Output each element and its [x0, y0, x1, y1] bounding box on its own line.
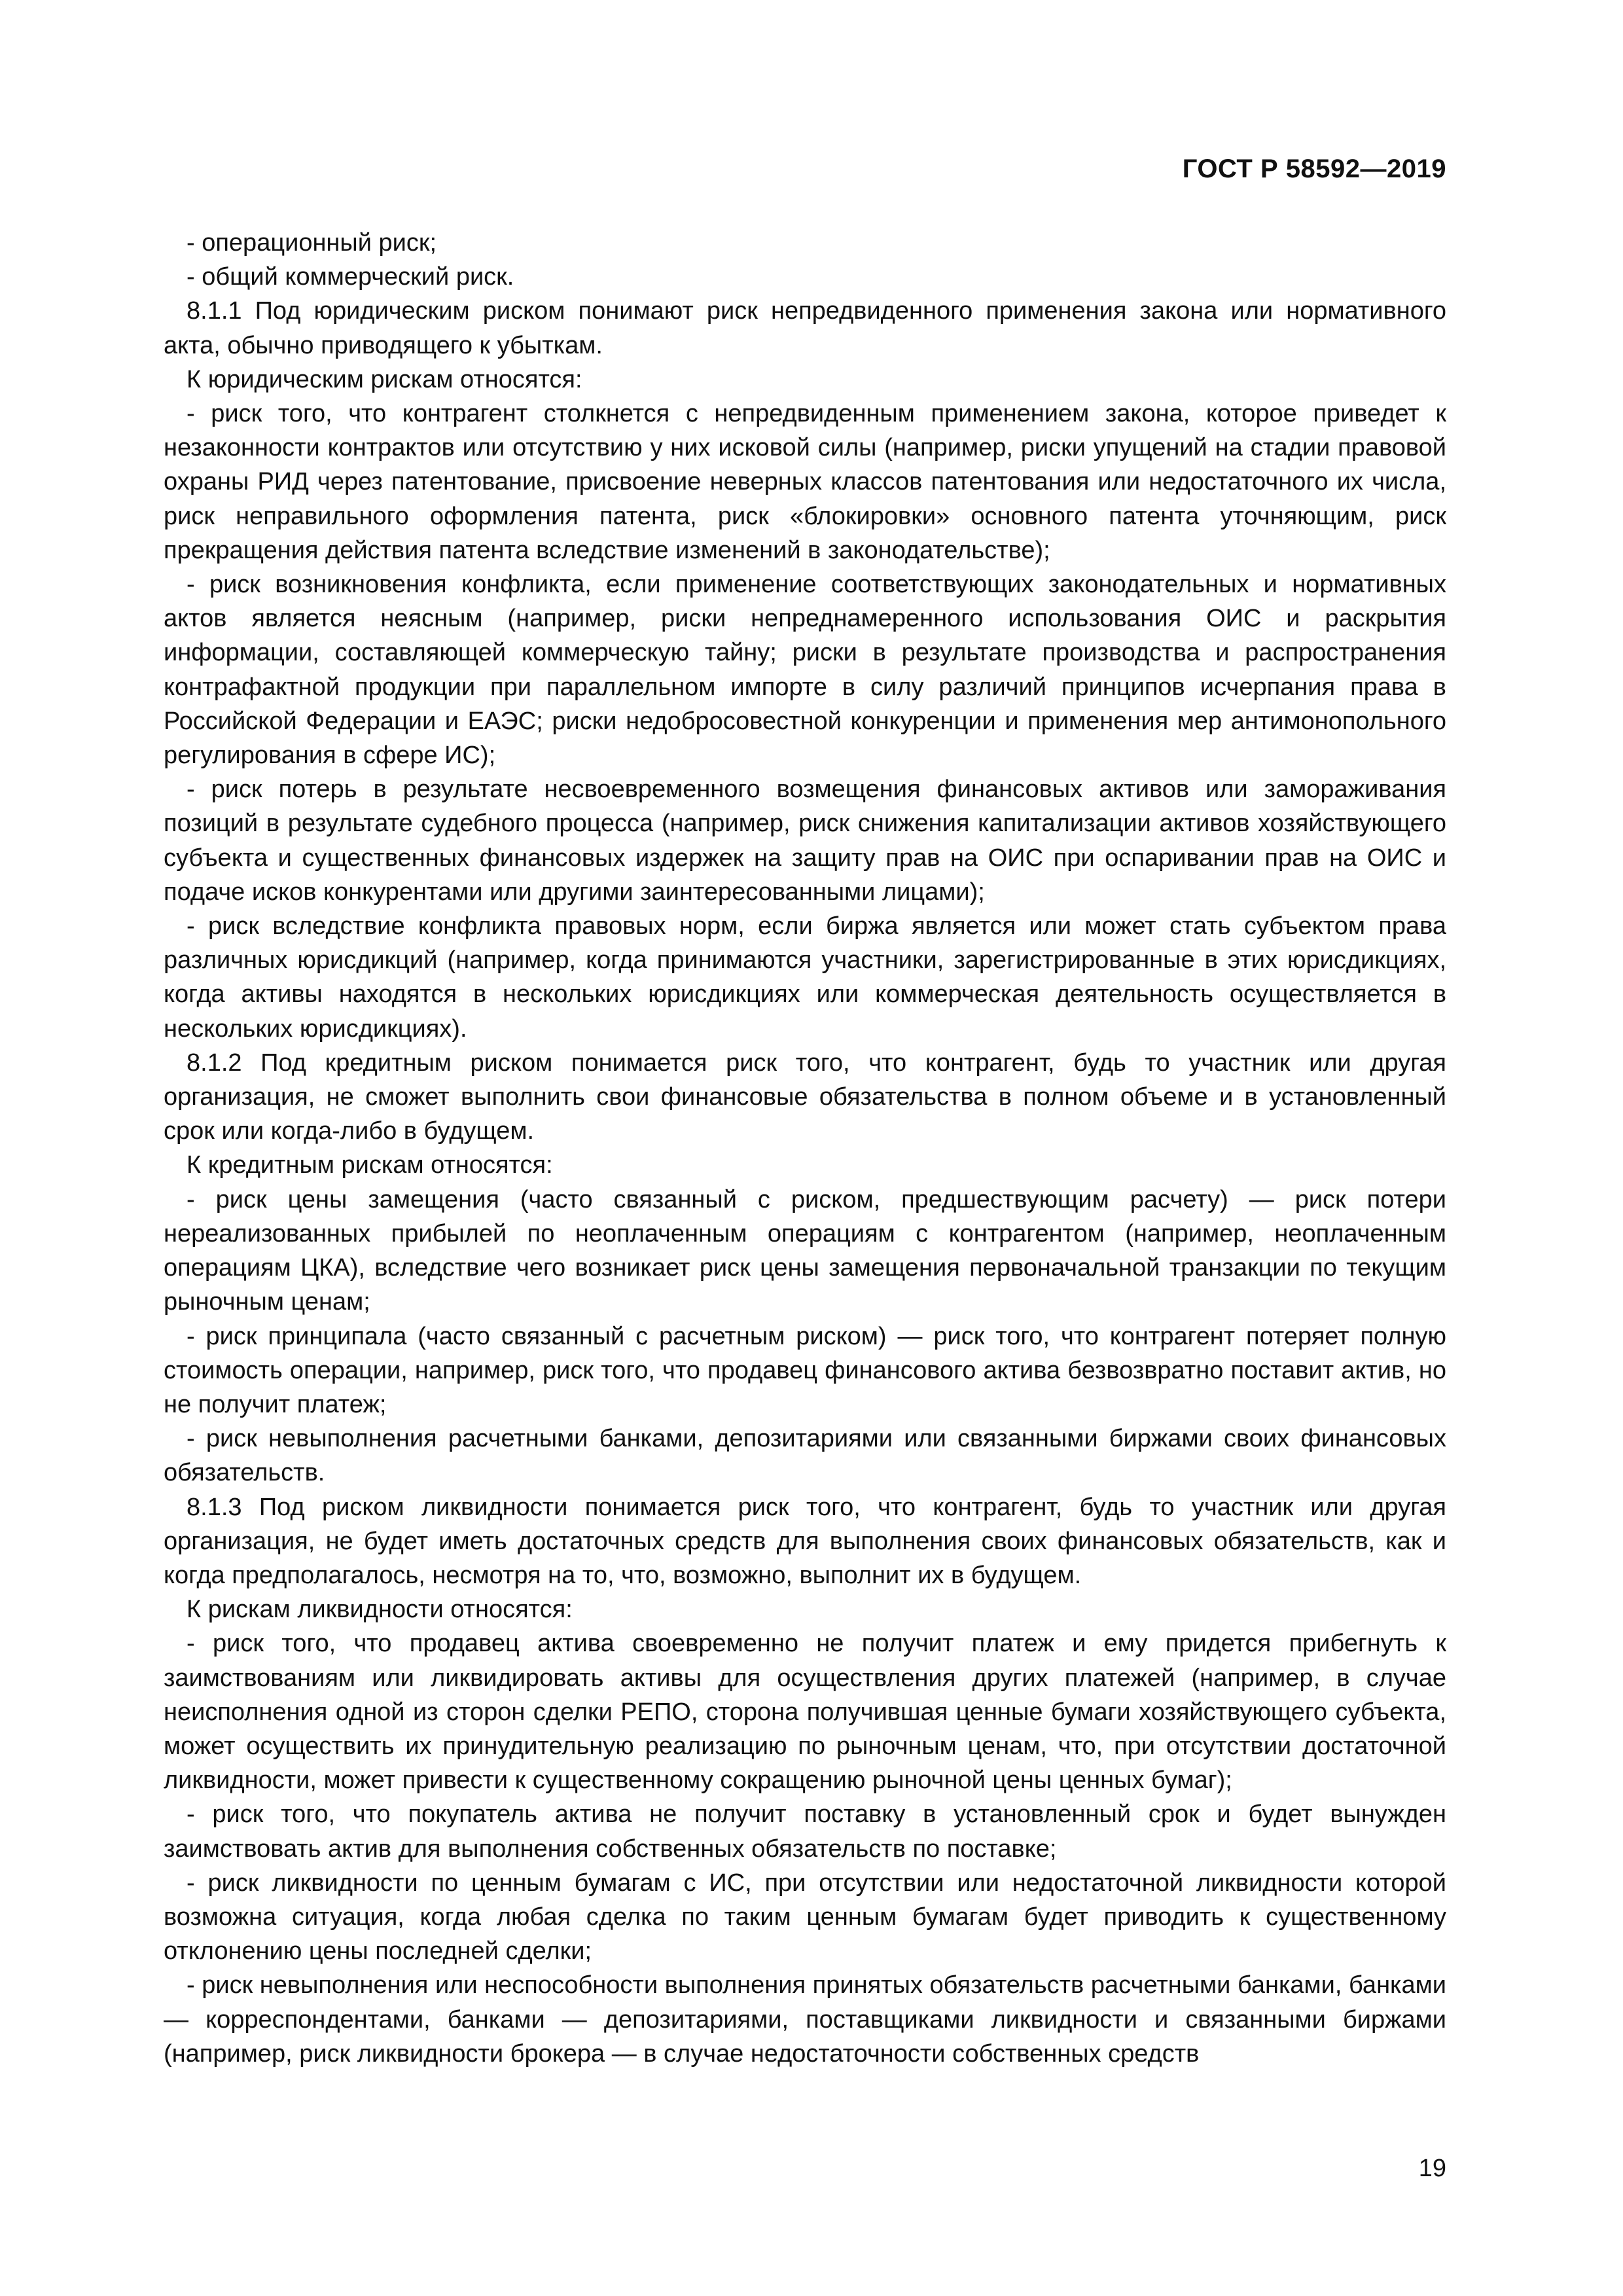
paragraph: - операционный риск;: [187, 229, 437, 257]
document-id-header: ГОСТ Р 58592—2019: [1182, 154, 1446, 183]
paragraph: - риск того, что продавец актива своевременно не получит платеж и ему придется прибегнуть к заимствованиям или ликвидировать активы для осуществления других платежей (например, в случае неисполнения одной из сторон сделки РЕПО, сторона получившая ценные бумаги хозяйствующего субъекта, может осуществить их принудительную реализацию по рыночным ценам, что, при отсутствии достаточной ликвидности, может привести к существенному сокращению рыночной цены ценных бумаг);: [164, 1630, 1446, 1795]
paragraph: К кредитным рискам относятся:: [187, 1151, 553, 1179]
paragraph: 8.1.3 Под риском ликвидности понимается риск того, что контрагент, будь то участник или другая организация, не будет иметь достаточных средств для выполнения своих финансовых обязательств, как и когда предполагалось, несмотря на то, что, возможно, выполнит их в будущем.: [164, 1493, 1446, 1589]
paragraph: 8.1.1 Под юридическим риском понимают риск непредвиденного применения закона или нормативного акта, обычно приводящего к убыткам.: [164, 297, 1446, 359]
paragraph: - риск невыполнения или неспособности выполнения принятых обязательств расчетными банками, банками — корреспондентами, банками — депозитариями, поставщиками ликвидности и связанными биржами (например, риск ликвидности брокера — в случае недостаточности собственных средств: [164, 1971, 1446, 2068]
paragraph: - риск потерь в результате несвоевременного возмещения финансовых активов или замораживания позиций в результате судебного процесса (например, риск снижения капитализации активов хозяйствующего субъекта и существенных финансовых издержек на защиту прав на ОИС при оспаривании прав на ОИС и подаче исков конкурентами или другими заинтересованными лицами);: [164, 776, 1446, 906]
paragraph: К рискам ликвидности относятся:: [187, 1596, 573, 1624]
paragraph: - риск ликвидности по ценным бумагам с ИС, при отсутствии или недостаточной ликвидности которой возможна ситуация, когда любая сделка по таким ценным бумагам будет приводить к существенному отклонению цены последней сделки;: [164, 1869, 1446, 1965]
paragraph: - риск невыполнения расчетными банками, депозитариями или связанными биржами своих финансовых обязательств.: [164, 1425, 1446, 1487]
paragraph: - риск цены замещения (часто связанный с риском, предшествующим расчету) — риск потери нереализованных прибылей по неоплаченным операциям с контрагентом (например, неоплаченным операциям ЦКА), вследствие чего возникает риск цены замещения первоначальной транзакции по текущим рыночным ценам;: [164, 1185, 1446, 1316]
paragraph: - общий коммерческий риск.: [187, 263, 514, 291]
body-text: [164, 226, 1446, 2071]
paragraph: - риск принципала (часто связанный с расчетным риском) — риск того, что контрагент потеряет полную стоимость операции, например, риск того, что продавец финансового актива безвозвратно поставит актив, но не получит платеж;: [164, 1322, 1446, 1418]
paragraph: К юридическим рискам относятся:: [187, 365, 582, 393]
page-number: 19: [1418, 2155, 1446, 2182]
paragraph: - риск того, что покупатель актива не получит поставку в установленный срок и будет вынужден заимствовать актив для выполнения собственных обязательств по поставке;: [164, 1801, 1446, 1863]
paragraph: - риск вследствие конфликта правовых норм, если биржа является или может стать субъектом права различных юрисдикций (например, когда принимаются участники, зарегистрированные в этих юрисдикциях, когда активы находятся в нескольких юрисдикциях или коммерческая деятельность осуществляется в нескольких юрисдикциях).: [164, 912, 1446, 1043]
paragraph: 8.1.2 Под кредитным риском понимается риск того, что контрагент, будь то участник или другая организация, не сможет выполнить свои финансовые обязательства в полном объеме и в установленный срок или когда-либо в будущем.: [164, 1049, 1446, 1145]
paragraph: - риск возникновения конфликта, если применение соответствующих законодательных и нормативных актов является неясным (например, риски непреднамеренного использования ОИС и раскрытия информации, составляющей коммерческую тайну; риски в результате производства и распространения контрафактной продукции при параллельном импорте в силу различий принципов исчерпания права в Российской Федерации и ЕАЭС; риски недобросовестной конкуренции и применения мер антимонопольного регулирования в сфере ИС);: [164, 571, 1446, 770]
paragraph: - риск того, что контрагент столкнется с непредвиденным применением закона, которое приведет к незаконности контрактов или отсутствию у них исковой силы (например, риски упущений на стадии правовой охраны РИД через патентование, присвоение неверных классов патентования или недостаточного их числа, риск неправильного оформления патента, риск «блокировки» основного патента уточняющим, риск прекращения действия патента вследствие изменений в законодательстве);: [164, 400, 1446, 564]
